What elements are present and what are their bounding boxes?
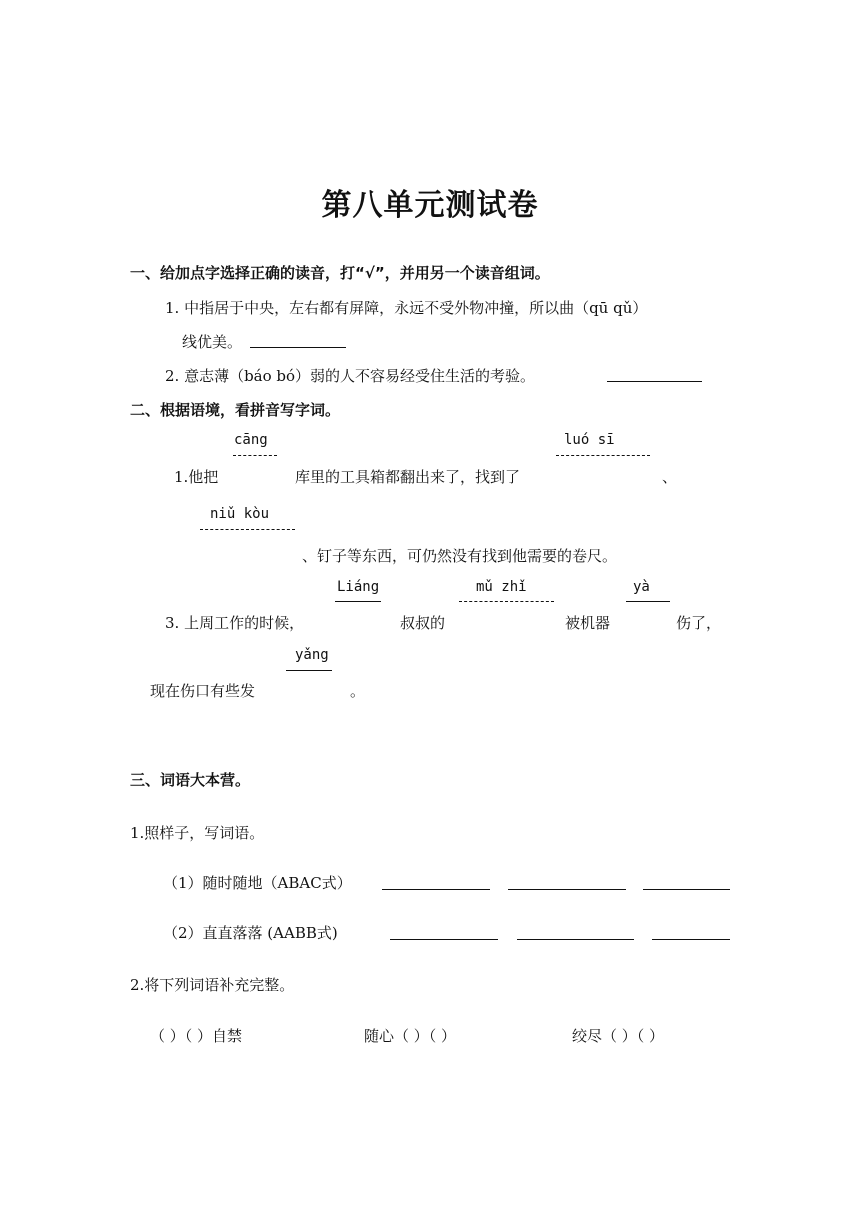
pinyin-liang: Liáng (337, 579, 380, 595)
pinyin-underline (459, 601, 554, 602)
section-1-heading: 一、给加点字选择正确的读音，打“√”，并用另一个读音组词。 (130, 264, 550, 282)
question-2-3-f: 。 (350, 682, 366, 700)
question-2-1-d: 、钉子等东西，可仍然没有找到他需要的卷尺。 (302, 547, 618, 565)
pinyin-underline (233, 455, 277, 456)
answer-blank[interactable] (250, 347, 346, 348)
example-2: （2）直直落落 (AABB式) (163, 924, 338, 942)
pinyin-luosi: luó sī (564, 432, 615, 448)
section-3-sub-2: 2.将下列词语补充完整。 (130, 976, 295, 994)
answer-blank[interactable] (643, 889, 730, 890)
answer-blank[interactable] (390, 939, 498, 940)
pinyin-muzhi: mǔ zhǐ (476, 579, 527, 595)
section-3-sub-1: 1.照样子，写词语。 (130, 824, 265, 842)
question-2-3-e: 现在伤口有些发 (150, 682, 256, 700)
question-2-1-a: 1.他把 (174, 468, 219, 486)
question-2-1-b: 库里的工具箱都翻出来了，找到了 (295, 468, 521, 486)
pinyin-underline (200, 529, 295, 530)
pinyin-cang: cāng (234, 432, 268, 448)
pinyin-underline (335, 601, 381, 602)
pinyin-underline (286, 670, 332, 671)
answer-blank[interactable] (607, 381, 702, 382)
question-2-3-b: 叔叔的 (400, 614, 446, 632)
page-title: 第八单元测试卷 (321, 188, 539, 223)
pinyin-underline (626, 601, 670, 602)
question-2-1-c: 、 (662, 468, 678, 486)
fill-phrase-3: 绞尽（ ）（ ） (572, 1027, 665, 1045)
section-2-heading: 二、根据语境，看拼音写字词。 (130, 401, 341, 419)
fill-phrase-2: 随心（ ）（ ） (364, 1027, 457, 1045)
question-1-1-line2: 线优美。 (182, 333, 243, 351)
pinyin-underline (556, 455, 650, 456)
answer-blank[interactable] (382, 889, 490, 890)
example-1: （1）随时随地（ABAC式） (163, 874, 352, 892)
question-2-3-a: 3. 上周工作的时候， (165, 614, 305, 632)
question-2-3-c: 被机器 (565, 614, 611, 632)
pinyin-yang: yǎng (295, 647, 329, 663)
section-3-heading: 三、词语大本营。 (130, 771, 251, 789)
pinyin-niukou: niǔ kòu (210, 506, 270, 522)
answer-blank[interactable] (652, 939, 730, 940)
pinyin-ya: yà (633, 579, 650, 595)
answer-blank[interactable] (517, 939, 634, 940)
question-1-2: 2. 意志薄（báo bó）弱的人不容易经受住生活的考验。 (165, 367, 536, 385)
answer-blank[interactable] (508, 889, 626, 890)
question-2-3-d: 伤了， (676, 614, 722, 632)
question-1-1-line1: 1. 中指居于中央，左右都有屏障，永远不受外物冲撞，所以曲（qū qǔ） (165, 299, 648, 317)
fill-phrase-1: （ ）（ ）自禁 (150, 1027, 243, 1045)
